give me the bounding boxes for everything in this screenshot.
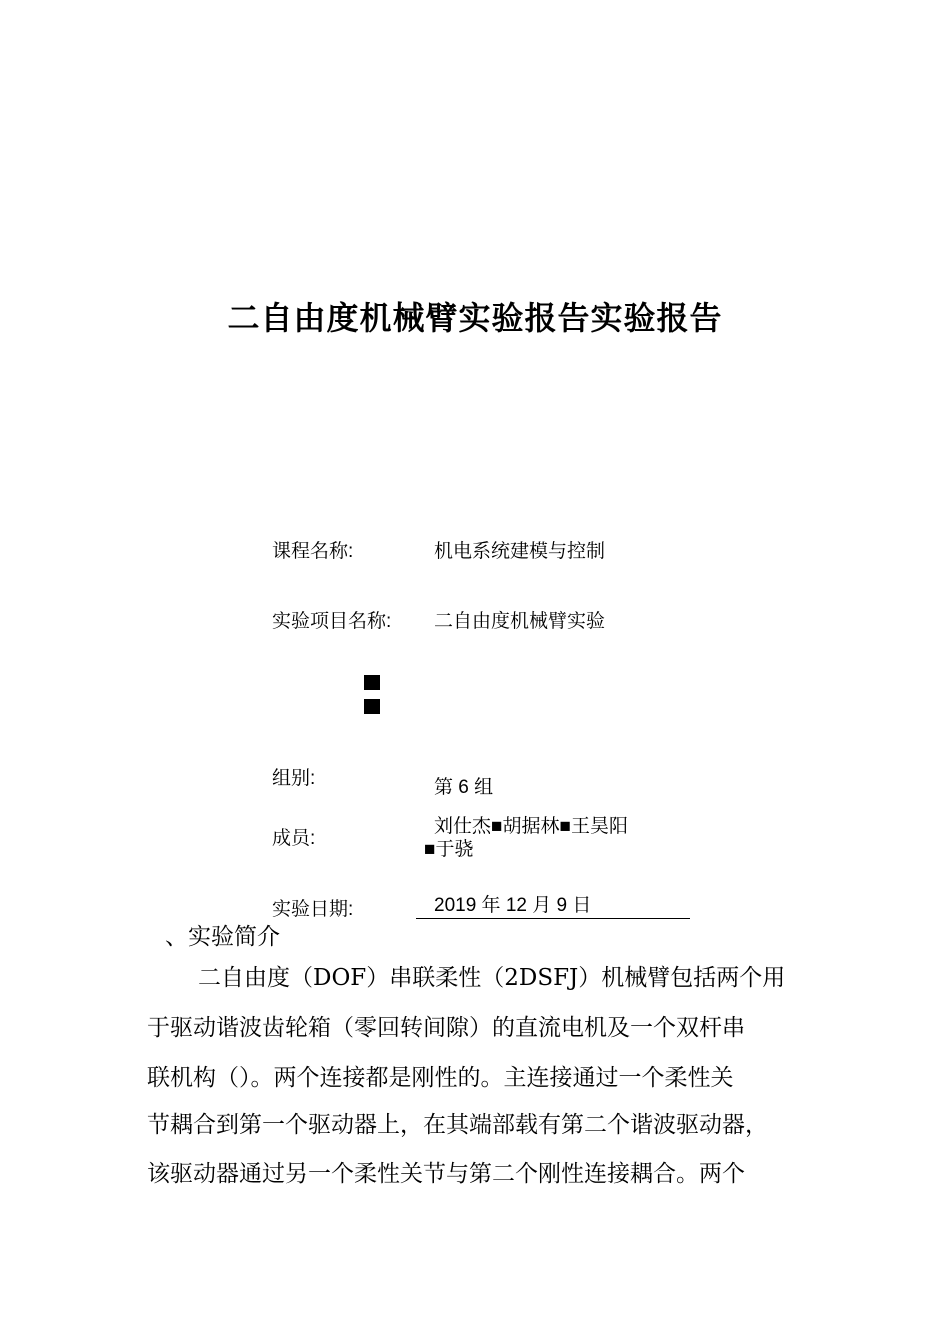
group-label: 组别: [272,768,316,789]
members-label: 成员: [272,828,316,849]
redaction-square [364,699,380,714]
course-name-label: 课程名称: [272,541,354,562]
paragraph-line: 节耦合到第一个驱动器上，在其端部载有第二个谐波驱动器， [147,1112,768,1138]
project-name-label: 实验项目名称: [272,611,392,632]
members-line-1: 刘仕杰■胡据林■王昊阳 [434,816,628,837]
date-underline [416,918,690,919]
section-heading: 、实验简介 [165,924,280,950]
paragraph-line: 二自由度（DOF）串联柔性（2DSFJ）机械臂包括两个用 [198,965,786,991]
group-value: 第 6 组 [434,777,494,798]
date-label: 实验日期: [272,899,354,920]
redaction-square [364,675,380,690]
members-line-2: ■于骁 [424,839,474,860]
date-value: 2019 年 12 月 9 日 [434,895,592,916]
report-title: 二自由度机械臂实验报告实验报告 [227,299,723,337]
project-name-value: 二自由度机械臂实验 [434,611,606,632]
paragraph-line: 于驱动谐波齿轮箱（零回转间隙）的直流电机及一个双杆串 [147,1015,745,1041]
course-name-value: 机电系统建模与控制 [434,541,606,562]
paragraph-line: 联机构（）。两个连接都是刚性的。主连接通过一个柔性关 [147,1065,734,1091]
paragraph-line: 该驱动器通过另一个柔性关节与第二个刚性连接耦合。两个 [147,1161,745,1187]
